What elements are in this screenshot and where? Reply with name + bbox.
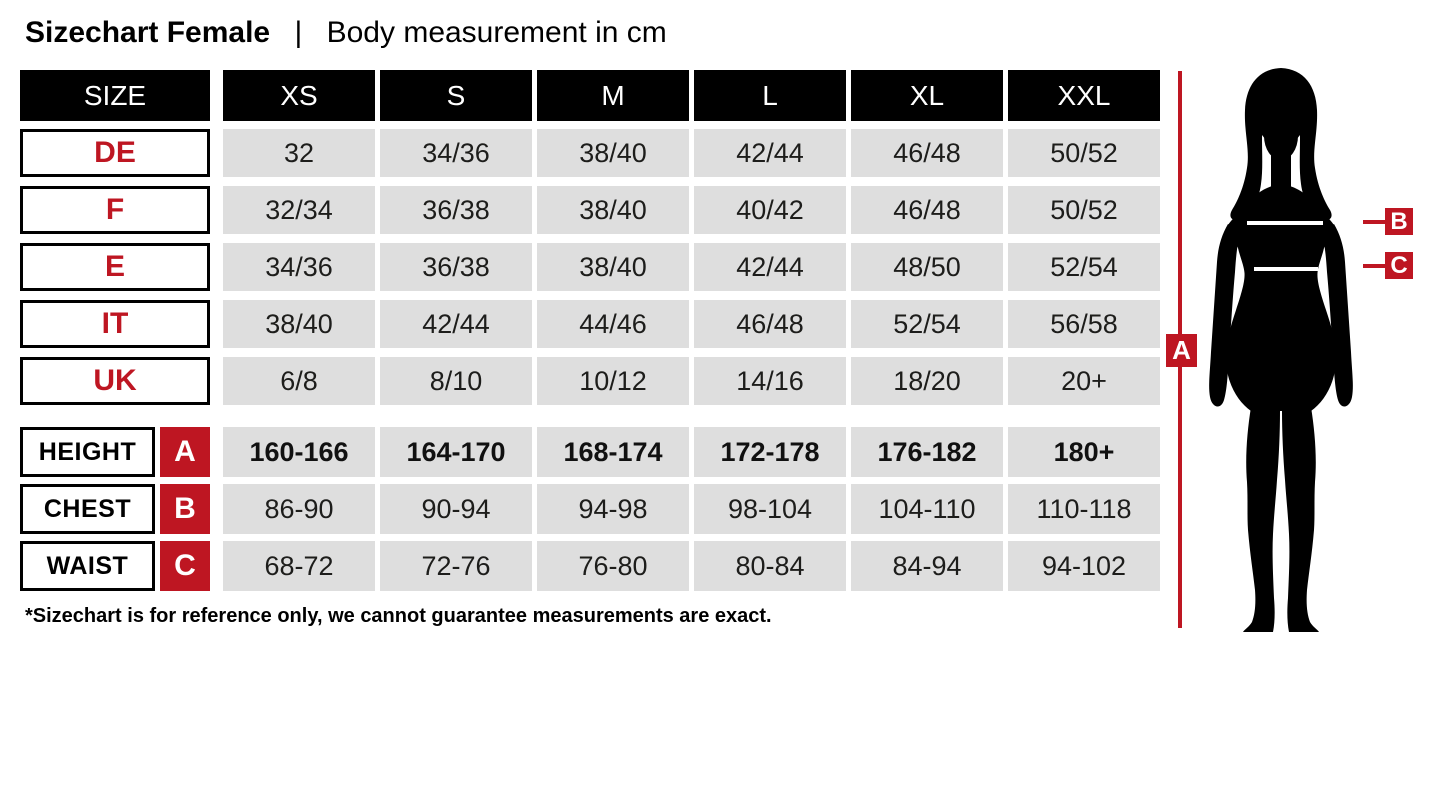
table-cell: 172-178 bbox=[694, 427, 846, 477]
silhouette-left-leg bbox=[1243, 407, 1280, 632]
table-cell: 38/40 bbox=[223, 300, 375, 348]
table-cell: 36/38 bbox=[380, 243, 532, 291]
table-cell: 36/38 bbox=[380, 186, 532, 234]
header-cell-xl: XL bbox=[851, 70, 1003, 121]
table-row-f bbox=[20, 186, 1165, 234]
table-cell: 46/48 bbox=[851, 129, 1003, 177]
table-cell: 56/58 bbox=[1008, 300, 1160, 348]
table-row-de bbox=[20, 129, 1165, 177]
table-row-height bbox=[20, 427, 1165, 477]
marker-a-badge: A bbox=[160, 427, 210, 477]
table-cell: 68-72 bbox=[223, 541, 375, 591]
table-cell: 8/10 bbox=[380, 357, 532, 405]
figure-marker-a: A bbox=[1166, 334, 1197, 367]
table-cell: 42/44 bbox=[380, 300, 532, 348]
row-label-chest: CHEST bbox=[20, 484, 155, 534]
table-cell: 180+ bbox=[1008, 427, 1160, 477]
title-separator: | bbox=[294, 16, 303, 49]
table-cell: 38/40 bbox=[537, 129, 689, 177]
header-cell-size: SIZE bbox=[20, 70, 210, 121]
footnote-text: *Sizechart is for reference only, we cannot guarantee measurements are exact. bbox=[25, 605, 772, 627]
silhouette-torso bbox=[1226, 184, 1336, 411]
title-subtitle: Body measurement in cm bbox=[326, 16, 667, 49]
figure-marker-c: C bbox=[1385, 252, 1413, 279]
table-row-e bbox=[20, 243, 1165, 291]
table-cell: 32 bbox=[223, 129, 375, 177]
table-cell: 42/44 bbox=[694, 129, 846, 177]
female-silhouette-icon bbox=[1192, 66, 1370, 632]
table-cell: 90-94 bbox=[380, 484, 532, 534]
waist-measure-line bbox=[1254, 267, 1318, 271]
table-row-chest bbox=[20, 484, 1165, 534]
table-cell: 6/8 bbox=[223, 357, 375, 405]
row-label-e: E bbox=[20, 243, 210, 291]
header-cell-m: M bbox=[537, 70, 689, 121]
title-main: Sizechart Female bbox=[25, 16, 271, 49]
waist-marker-tick bbox=[1363, 264, 1385, 268]
table-cell: 40/42 bbox=[694, 186, 846, 234]
row-label-f: F bbox=[20, 186, 210, 234]
table-cell: 84-94 bbox=[851, 541, 1003, 591]
table-cell: 50/52 bbox=[1008, 129, 1160, 177]
row-label-uk: UK bbox=[20, 357, 210, 405]
table-cell: 80-84 bbox=[694, 541, 846, 591]
table-cell: 10/12 bbox=[537, 357, 689, 405]
row-label-de: DE bbox=[20, 129, 210, 177]
table-cell: 34/36 bbox=[380, 129, 532, 177]
table-cell: 46/48 bbox=[851, 186, 1003, 234]
table-cell: 52/54 bbox=[1008, 243, 1160, 291]
table-cell: 42/44 bbox=[694, 243, 846, 291]
table-header-row bbox=[20, 70, 1165, 121]
row-label-waist: WAIST bbox=[20, 541, 155, 591]
table-cell: 34/36 bbox=[223, 243, 375, 291]
chest-measure-line bbox=[1247, 221, 1323, 225]
table-cell: 48/50 bbox=[851, 243, 1003, 291]
page-title bbox=[25, 16, 667, 50]
table-cell: 52/54 bbox=[851, 300, 1003, 348]
table-cell: 168-174 bbox=[537, 427, 689, 477]
size-table bbox=[20, 70, 1165, 598]
table-row-waist bbox=[20, 541, 1165, 591]
chest-marker-tick bbox=[1363, 220, 1385, 224]
table-cell: 72-76 bbox=[380, 541, 532, 591]
table-cell: 44/46 bbox=[537, 300, 689, 348]
table-cell: 50/52 bbox=[1008, 186, 1160, 234]
table-cell: 14/16 bbox=[694, 357, 846, 405]
row-label-height: HEIGHT bbox=[20, 427, 155, 477]
header-cell-xxl: XXL bbox=[1008, 70, 1160, 121]
table-row-it bbox=[20, 300, 1165, 348]
marker-c-badge: C bbox=[160, 541, 210, 591]
silhouette-right-leg bbox=[1282, 407, 1319, 632]
table-cell: 176-182 bbox=[851, 427, 1003, 477]
table-cell: 38/40 bbox=[537, 186, 689, 234]
table-cell: 94-102 bbox=[1008, 541, 1160, 591]
table-cell: 76-80 bbox=[537, 541, 689, 591]
table-cell: 86-90 bbox=[223, 484, 375, 534]
table-cell: 32/34 bbox=[223, 186, 375, 234]
table-cell: 160-166 bbox=[223, 427, 375, 477]
header-cell-s: S bbox=[380, 70, 532, 121]
table-row-uk bbox=[20, 357, 1165, 405]
header-cell-l: L bbox=[694, 70, 846, 121]
table-cell: 46/48 bbox=[694, 300, 846, 348]
table-cell: 94-98 bbox=[537, 484, 689, 534]
marker-b-badge: B bbox=[160, 484, 210, 534]
row-label-it: IT bbox=[20, 300, 210, 348]
table-cell: 164-170 bbox=[380, 427, 532, 477]
table-cell: 20+ bbox=[1008, 357, 1160, 405]
header-cell-xs: XS bbox=[223, 70, 375, 121]
table-cell: 104-110 bbox=[851, 484, 1003, 534]
figure-marker-b: B bbox=[1385, 208, 1413, 235]
table-cell: 18/20 bbox=[851, 357, 1003, 405]
table-cell: 38/40 bbox=[537, 243, 689, 291]
table-cell: 110-118 bbox=[1008, 484, 1160, 534]
table-cell: 98-104 bbox=[694, 484, 846, 534]
